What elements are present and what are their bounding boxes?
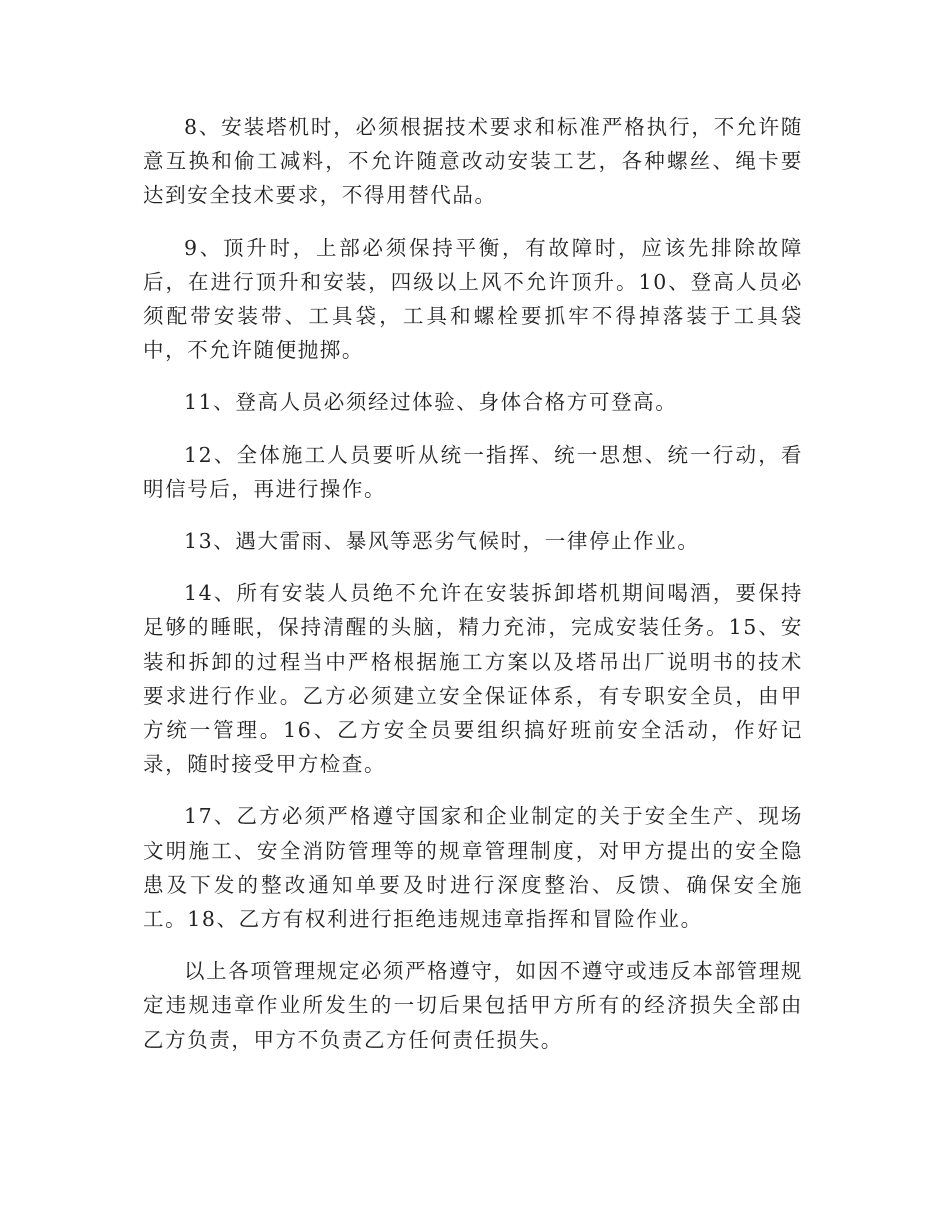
- paragraph-closing: 以上各项管理规定必须严格遵守，如因不遵守或违反本部管理规定违规违章作业所发生的一切后果包括甲方所有的经济损失全部由乙方负责，甲方不负责乙方任何责任损失。: [143, 959, 803, 1052]
- document-body: [143, 110, 803, 1075]
- paragraph-item-8: 8、安装塔机时，必须根据技术要求和标准严格执行，不允许随意互换和偷工减料，不允许随意改动安装工艺，各种螺丝、绳卡要达到安全技术要求，不得用替代品。: [143, 115, 803, 208]
- paragraph-item-11: 11、登高人员必须经过体验、身体合格方可登高。: [184, 390, 678, 415]
- paragraph-item-17-18: 17、乙方必须严格遵守国家和企业制定的关于安全生产、现场文明施工、安全消防管理等的规章管理制度，对甲方提出的安全隐患及下发的整改通知单要及时进行深度整治、反馈、确保安全施工。18、乙方有权利进行拒绝违规违章指挥和冒险作业。: [143, 804, 803, 932]
- paragraph-item-9-10: 9、顶升时，上部必须保持平衡，有故障时，应该先排除故障后，在进行顶升和安装，四级以上风不允许顶升。10、登高人员必须配带安装带、工具袋，工具和螺栓要抓牢不得掉落装于工具袋中，不允许随便抛掷。: [143, 235, 803, 363]
- paragraph-item-13: 13、遇大雷雨、暴风等恶劣气候时，一律停止作业。: [184, 529, 700, 554]
- paragraph-item-14-16: 14、所有安装人员绝不允许在安装拆卸塔机期间喝酒，要保持足够的睡眠，保持清醒的头脑，精力充沛，完成安装任务。15、安装和拆卸的过程当中严格根据施工方案以及塔吊出厂说明书的技术要求进行作业。乙方必须建立安全保证体系，有专职安全员，由甲方统一管理。16、乙方安全员要组织搞好班前安全活动，作好记录，随时接受甲方检查。: [143, 581, 803, 777]
- paragraph-item-12: 12、全体施工人员要听从统一指挥、统一思想、统一行动，看明信号后，再进行操作。: [143, 442, 803, 501]
